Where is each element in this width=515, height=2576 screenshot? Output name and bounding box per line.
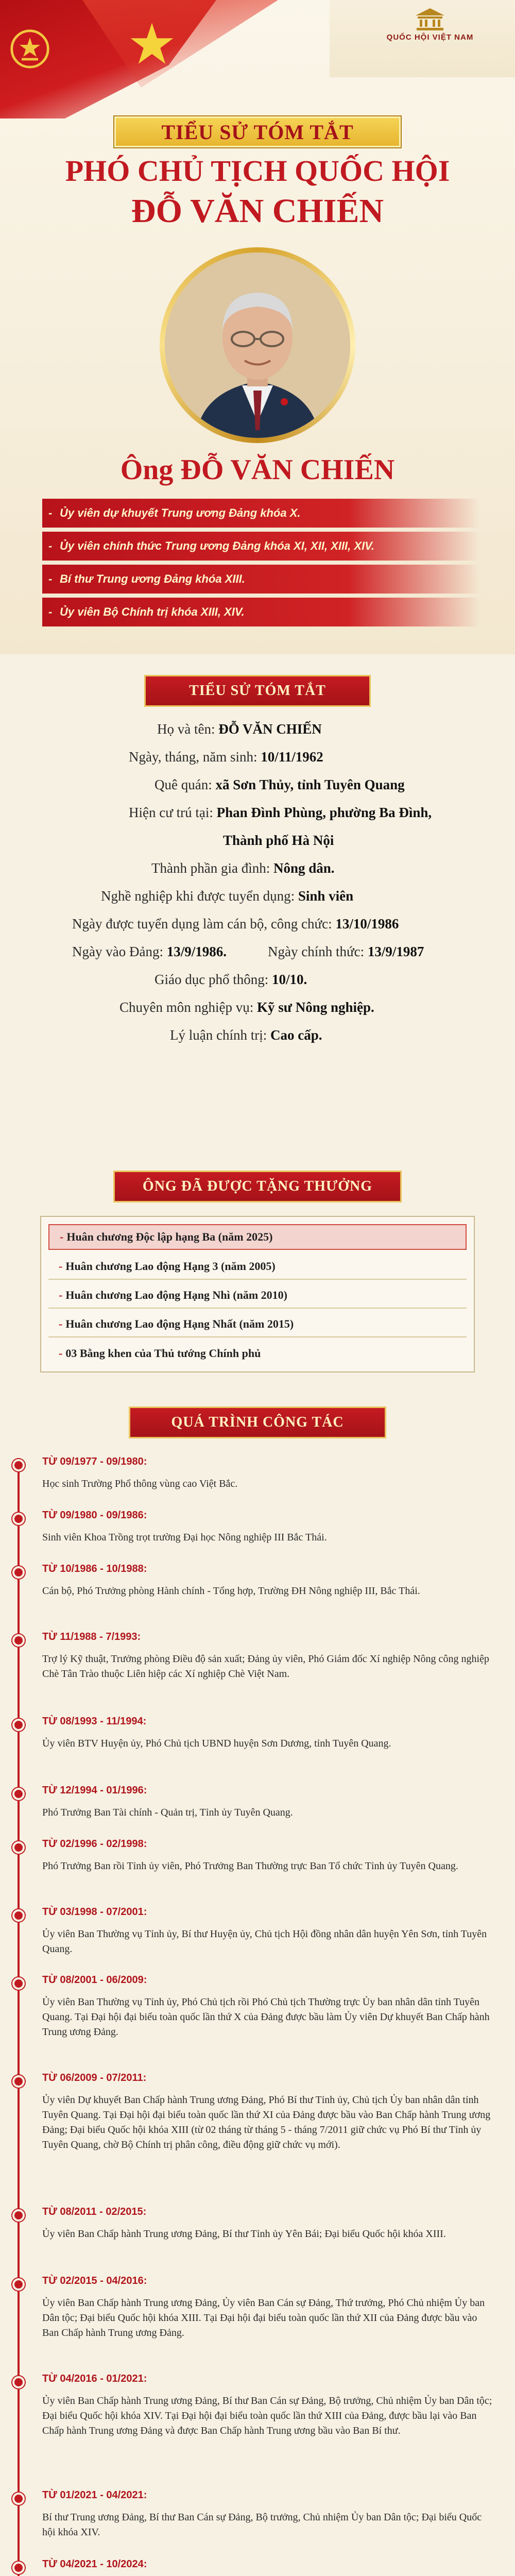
timeline-date: TỪ 08/2001 - 06/2009: bbox=[42, 1974, 147, 1986]
summary-banner bbox=[113, 115, 402, 148]
timeline-description: Phó Trưởng Ban rồi Tỉnh ủy viên, Phó Trưởng Ban Thường trực Ban Tổ chức Tỉnh ủy Tuyên Quang. bbox=[42, 1860, 458, 1872]
timeline-dot-icon bbox=[12, 2209, 25, 2222]
timeline-date: TỪ 02/2015 - 04/2016: bbox=[42, 2275, 147, 2286]
timeline-description: Ủy viên Ban Thường vụ Tỉnh ủy, Phó Chủ tịch rồi Phó Chủ tịch Thường trực Ủy ban nhân dân tỉnh Tuyên Quang. Tại Đại hội đại biểu toàn quốc lần thứ X của Đảng được bầu làm Ủy viên Dự khuyết Ban Chấp hành Trung ương Đảng. bbox=[42, 1996, 490, 2038]
timeline-dot-icon bbox=[12, 2562, 25, 2574]
timeline-date: TỪ 04/2021 - 10/2024: bbox=[42, 2558, 147, 2570]
name-heading: Ông ĐỖ VĂN CHIẾN bbox=[120, 454, 395, 486]
timeline-dot-icon bbox=[12, 1566, 25, 1579]
timeline-date: TỪ 02/1996 - 02/1998: bbox=[42, 1838, 147, 1850]
bio-row-political-theory: Lý luận chính trị: Cao cấp. bbox=[170, 1027, 322, 1043]
bio-row-education: Giáo dục phổ thông: 10/10. bbox=[154, 972, 307, 987]
bio-row-party-official: Ngày chính thức: 13/9/1987 bbox=[268, 944, 424, 959]
bio-row-hometown: Quê quán: xã Sơn Thủy, tỉnh Tuyên Quang bbox=[154, 777, 405, 792]
timeline-dot-icon bbox=[12, 2376, 25, 2388]
bio-row-residence-city: Thành phố Hà Nội bbox=[223, 833, 334, 848]
timeline-description: Ủy viên Dự khuyết Ban Chấp hành Trung ương Đảng, Phó Bí thư Tỉnh ủy, Chủ tịch Ủy ban nhân dân tỉnh Tuyên Quang. Tại Đại hội đại biểu toàn quốc lần thứ XI của Đảng được bầu vào Ban Chấp hành Trung ương Đảng; Đại biểu Quốc hội khóa XIII (từ 02 tháng từ tháng 5 - tháng 7/2011 giữ chức vụ Phó Bí thư Tỉnh ủy Tuyên Quang, chờ Bộ Chính trị phân công, điều động giữ chức vụ mới). bbox=[42, 2094, 491, 2150]
flag-star-icon bbox=[129, 21, 175, 67]
timeline-description: Bí thư Trung ương Đảng, Bí thư Ban Cán sự Đảng, Bộ trưởng, Chủ nhiệm Ủy ban Dân tộc; Đại biểu Quốc hội khóa XIV. bbox=[42, 2512, 482, 2538]
logo-text: QUỐC HỘI VIỆT NAM bbox=[386, 33, 474, 42]
bio-row-occupation: Nghề nghiệp khi được tuyển dụng: Sinh viên bbox=[101, 888, 354, 904]
position-item: - Ủy viên dự khuyết Trung ương Đảng khóa X. bbox=[42, 499, 480, 528]
timeline-dot-icon bbox=[12, 1513, 25, 1525]
timeline-description: Ủy viên Ban Chấp hành Trung ương Đảng, Bí thư Tỉnh ủy Yên Bái; Đại biểu Quốc hội khóa XIII. bbox=[42, 2228, 446, 2240]
timeline-date: TỪ 12/1994 - 01/1996: bbox=[42, 1785, 147, 1796]
bio-section-heading: TIỂU SỬ TÓM TẮT bbox=[144, 675, 371, 707]
timeline-description: Ủy viên Ban Thường vụ Tỉnh ủy, Bí thư Huyện ủy, Chủ tịch Hội đồng nhân dân huyện Yên Sơn, tỉnh Tuyên Quang. bbox=[42, 1928, 487, 1955]
timeline-date: TỪ 03/1998 - 07/2001: bbox=[42, 1906, 147, 1918]
timeline-description: Ủy viên Ban Chấp hành Trung ương Đảng, Bí thư Ban Cán sự Đảng, Bộ trưởng, Chủ nhiệm Ủy ban Dân tộc; Đại biểu Quốc hội khóa XIV. Tại Đại hội đại biểu toàn quốc lần thứ XIII của Đảng, được bầu lại vào Ban Chấp hành Trung ương Đảng và được Ban Chấp hành Trung ương bầu vào Ban Bí thư. bbox=[42, 2395, 492, 2436]
timeline-description: Sinh viên Khoa Trồng trọt trường Đại học Nông nghiệp III Bắc Thái. bbox=[42, 1532, 327, 1543]
timeline-description: Phó Trưởng Ban Tài chính - Quản trị, Tỉnh ủy Tuyên Quang. bbox=[42, 1807, 293, 1818]
award-item: - 03 Bằng khen của Thủ tướng Chính phủ bbox=[59, 1347, 261, 1360]
timeline-date: TỪ 08/2011 - 02/2015: bbox=[42, 2206, 147, 2217]
portrait-frame bbox=[160, 247, 355, 443]
timeline-description: Ủy viên BTV Huyện ủy, Phó Chủ tịch UBND huyện Sơn Dương, tỉnh Tuyên Quang. bbox=[42, 1738, 391, 1749]
timeline-section-heading: QUÁ TRÌNH CÔNG TÁC bbox=[129, 1406, 386, 1438]
timeline-date: TỪ 10/1986 - 10/1988: bbox=[42, 1563, 147, 1574]
page-title-line1: PHÓ CHỦ TỊCH QUỐC HỘI bbox=[65, 154, 450, 188]
position-item: - Ủy viên Bộ Chính trị khóa XIII, XIV. bbox=[42, 598, 480, 626]
national-assembly-logo-icon bbox=[415, 7, 445, 31]
bio-row-family: Thành phần gia đình: Nông dân. bbox=[151, 860, 335, 876]
award-item: - Huân chương Lao động Hạng Nhì (năm 2010) bbox=[48, 1283, 467, 1309]
portrait-photo bbox=[165, 252, 350, 438]
timeline-date: TỪ 04/2016 - 01/2021: bbox=[42, 2373, 147, 2384]
position-item: - Bí thư Trung ương Đảng khóa XIII. bbox=[42, 565, 480, 594]
page-title-line2: ĐỖ VĂN CHIẾN bbox=[131, 192, 384, 230]
national-emblem-icon bbox=[9, 28, 50, 70]
timeline-description: Học sinh Trường Phổ thông vùng cao Việt Bắc. bbox=[42, 1478, 238, 1489]
award-item: - Huân chương Lao động Hạng 3 (năm 2005) bbox=[48, 1254, 467, 1280]
timeline-dot-icon bbox=[12, 1459, 25, 1471]
bio-row-name: Họ và tên: ĐỖ VĂN CHIẾN bbox=[157, 721, 322, 737]
bio-row-residence: Hiện cư trú tại: Phan Đình Phùng, phường Ba Đình, bbox=[129, 805, 432, 820]
timeline-date: TỪ 09/1980 - 09/1986: bbox=[42, 1510, 147, 1521]
timeline-dot-icon bbox=[12, 1719, 25, 1731]
timeline-dot-icon bbox=[12, 1977, 25, 1990]
position-item: - Ủy viên chính thức Trung ương Đảng khóa XI, XII, XIII, XIV. bbox=[42, 532, 480, 561]
timeline-description: Trợ lý Kỹ thuật, Trưởng phòng Điều độ sản xuất; Đảng ủy viên, Phó Giám đốc Xí nghiệp Nông công nghiệp Chè Tân Trào thuộc Liên hiệp các Xí nghiệp Chè Việt Nam. bbox=[42, 1653, 489, 1680]
timeline-axis bbox=[18, 1458, 20, 2576]
timeline-dot-icon bbox=[12, 2278, 25, 2291]
bio-row-profession: Chuyên môn nghiệp vụ: Kỹ sư Nông nghiệp. bbox=[119, 999, 374, 1015]
timeline-dot-icon bbox=[12, 1909, 25, 1922]
timeline-dot-icon bbox=[12, 1788, 25, 1800]
positions-list bbox=[42, 499, 480, 631]
timeline-dot-icon bbox=[12, 1841, 25, 1854]
awards-list bbox=[40, 1216, 475, 1372]
timeline-dot-icon bbox=[12, 2075, 25, 2088]
timeline-description: Ủy viên Ban Chấp hành Trung ương Đảng, Ủy viên Ban Cán sự Đảng, Thứ trưởng, Phó Chủ nhiệm Ủy ban Dân tộc; Đại biểu Quốc hội khóa XIII. Tại Đại hội đại biểu toàn quốc lần thứ XII của Đảng được bầu vào Ban Chấp hành Trung ương Đảng. bbox=[42, 2297, 485, 2338]
timeline-dot-icon bbox=[12, 2493, 25, 2505]
award-item: - Huân chương Độc lập hạng Ba (năm 2025) bbox=[48, 1224, 467, 1250]
timeline-date: TỪ 09/1977 - 09/1980: bbox=[42, 1456, 147, 1467]
timeline-dot-icon bbox=[12, 1634, 25, 1647]
header-section bbox=[0, 0, 515, 654]
award-item: - Huân chương Lao động Hạng Nhất (năm 2015) bbox=[48, 1312, 467, 1337]
bio-row-birth: Ngày, tháng, năm sinh: 10/11/1962 bbox=[129, 749, 323, 765]
awards-section-heading: ÔNG ĐÃ ĐƯỢC TẶNG THƯỞNG bbox=[113, 1171, 402, 1202]
timeline-date: TỪ 11/1988 - 7/1993: bbox=[42, 1631, 141, 1642]
bio-row-party-join: Ngày vào Đảng: 13/9/1986. bbox=[72, 944, 227, 959]
summary-banner-label: TIỂU SỬ TÓM TẮT bbox=[161, 120, 354, 144]
bio-row-recruitment: Ngày được tuyển dụng làm cán bộ, công chức: 13/10/1986 bbox=[72, 916, 399, 931]
timeline-date: TỪ 08/1993 - 11/1994: bbox=[42, 1716, 147, 1727]
timeline-date: TỪ 01/2021 - 04/2021: bbox=[42, 2489, 147, 2501]
timeline-description: Cán bộ, Phó Trưởng phòng Hành chính - Tổng hợp, Trường ĐH Nông nghiệp III, Bắc Thái. bbox=[42, 1585, 420, 1597]
timeline-date: TỪ 06/2009 - 07/2011: bbox=[42, 2072, 147, 2083]
